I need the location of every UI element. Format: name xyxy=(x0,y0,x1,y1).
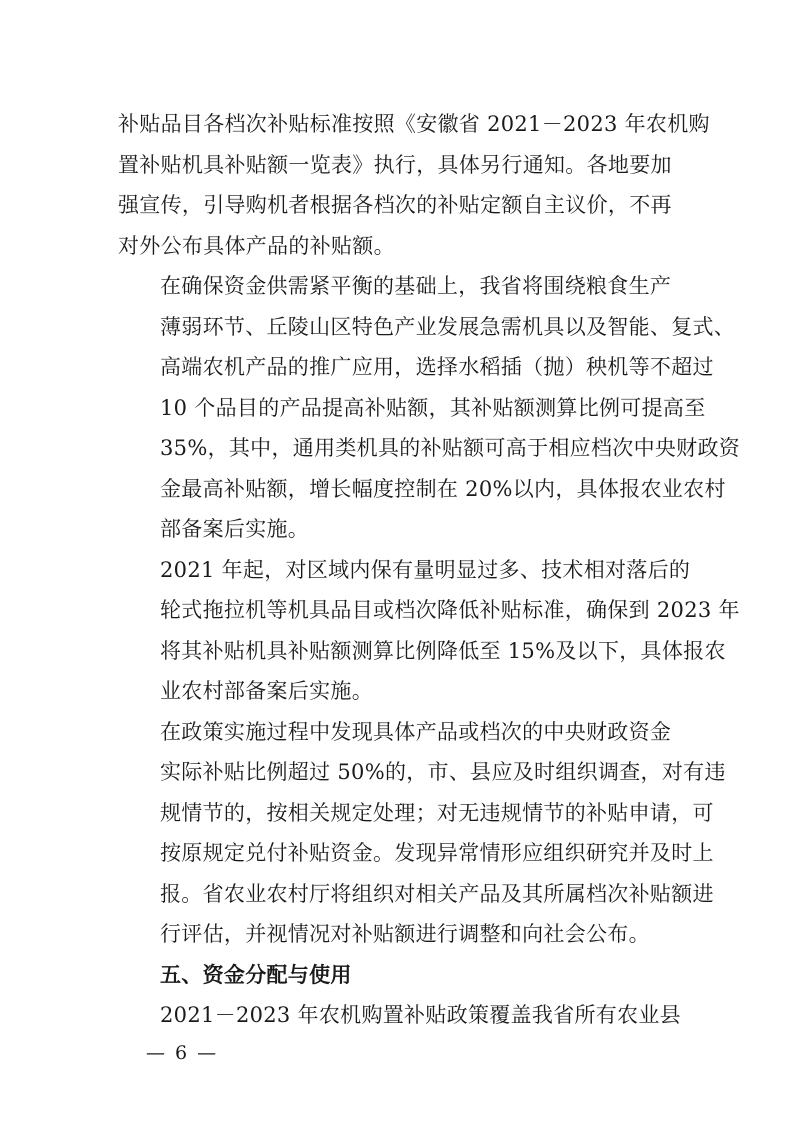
text-line: 规情节的，按相关规定处理；对无违规情节的补贴申请，可 xyxy=(160,800,714,825)
text-line: 强宣传，引导购机者根据各档次的补贴定额自主议价，不再 xyxy=(118,193,672,217)
body-paragraph xyxy=(118,104,710,266)
text-line: 按原规定兑付补贴资金。发现异常情形应组织研究并及时上 xyxy=(160,841,714,865)
text-line: 置补贴机具补贴额一览表》执行，具体另行通知。各地要加 xyxy=(118,152,672,177)
body-paragraph xyxy=(118,266,741,550)
text-line: 对外公布具体产品的补贴额。 xyxy=(118,233,395,258)
body-paragraph xyxy=(118,995,680,1036)
body-paragraph xyxy=(118,550,740,712)
text-line: 五、资金分配与使用 xyxy=(160,962,352,987)
page-number: — 6 — xyxy=(146,1042,219,1064)
text-line: 业农村部备案后实施。 xyxy=(160,679,373,703)
document-body xyxy=(118,104,741,1036)
text-line: 金最高补贴额，增长幅度控制在 20%以内，具体报农业农村 xyxy=(160,476,726,501)
body-paragraph xyxy=(118,712,726,955)
text-line: 10 个品目的产品提高补贴额，其补贴额测算比例可提高至 xyxy=(160,395,706,420)
text-line: 行评估，并视情况对补贴额进行调整和向社会公布。 xyxy=(160,922,650,946)
text-line: 轮式拖拉机等机具品目或档次降低补贴标准，确保到 2023 年 xyxy=(160,598,740,622)
text-line: 薄弱环节、丘陵山区特色产业发展急需机具以及智能、复式、 xyxy=(160,314,736,339)
text-line: 实际补贴比例超过 50%的，市、县应及时组织调查，对有违 xyxy=(160,760,726,784)
text-line: 报。省农业农村厅将组织对相关产品及其所属档次补贴额进 xyxy=(160,881,714,906)
text-line: 高端农机产品的推广应用，选择水稻插（抛）秧机等不超过 xyxy=(160,355,714,379)
text-line: 在确保资金供需紧平衡的基础上，我省将围绕粮食生产 xyxy=(160,274,672,298)
text-line: 补贴品目各档次补贴标准按照《安徽省 2021－2023 年农机购 xyxy=(118,112,710,136)
document-page xyxy=(118,104,741,1036)
text-line: 2021 年起，对区域内保有量明显过多、技术相对落后的 xyxy=(160,557,691,582)
section-heading xyxy=(118,955,680,996)
text-line: 部备案后实施。 xyxy=(160,517,310,541)
text-line: 将其补贴机具补贴额测算比例降低至 15%及以下，具体报农 xyxy=(160,638,726,663)
text-line: 35%，其中，通用类机具的补贴额可高于相应档次中央财政资 xyxy=(160,436,741,460)
text-line: 2021－2023 年农机购置补贴政策覆盖我省所有农业县 xyxy=(160,1003,681,1027)
text-line: 在政策实施过程中发现具体产品或档次的中央财政资金 xyxy=(160,719,672,744)
